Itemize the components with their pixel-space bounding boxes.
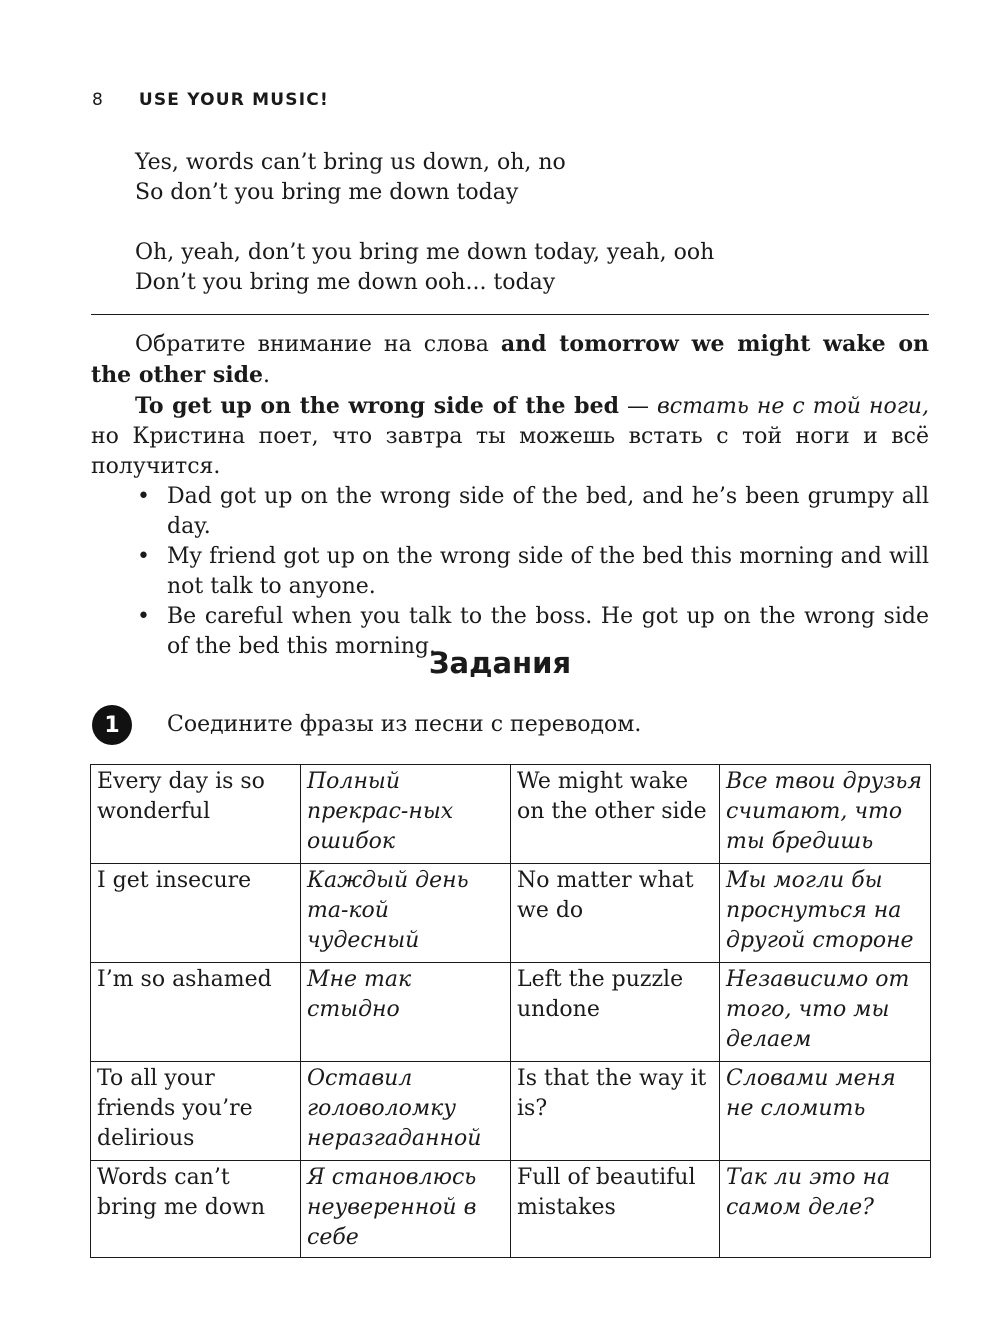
russian-phrase-cell: Словами меня не сломить (720, 1062, 931, 1161)
lyric-line: Oh, yeah, don’t you bring me down today, yeah, ooh (135, 240, 715, 265)
english-phrase-cell: Full of beautiful mistakes (511, 1161, 720, 1258)
russian-phrase-cell: Полный прекрас-ных ошибок (301, 765, 511, 864)
russian-phrase-cell: Мне так стыдно (301, 963, 511, 1062)
example-item: • Dad got up on the wrong side of the bed, and he’s been grumpy all day. (167, 482, 929, 542)
text-run: — (618, 394, 657, 419)
lyric-line: So don’t you bring me down today (135, 180, 519, 205)
english-phrase-cell: I’m so ashamed (91, 963, 301, 1062)
example-item: • My friend got up on the wrong side of the bed this morning and will not talk to anyone. (167, 542, 929, 602)
lyrics-block (135, 148, 714, 298)
example-item: • Be careful when you talk to the boss. He got up on the wrong side of the bed this morning. (167, 602, 929, 662)
commentary-paragraph (91, 329, 929, 391)
russian-phrase-cell: Так ли это на самом деле? (720, 1161, 931, 1258)
russian-phrase-cell: Каждый день та-кой чудесный (301, 864, 511, 963)
english-phrase-cell: To all your friends you’re delirious (91, 1062, 301, 1161)
table-row (91, 963, 931, 1062)
table-row (91, 765, 931, 864)
english-phrase-cell: I get insecure (91, 864, 301, 963)
table-row (91, 1161, 931, 1258)
english-phrase-cell: Is that the way it is? (511, 1062, 720, 1161)
task-header (92, 705, 641, 745)
lyrics-stanza (135, 238, 714, 298)
english-phrase-cell: We might wake on the other side (511, 765, 720, 864)
example-list (91, 482, 929, 662)
running-head (92, 90, 329, 110)
lyric-line: Don’t you bring me down ooh... today (135, 270, 556, 295)
russian-phrase-cell: Все твои друзья считают, что ты бредишь (720, 765, 931, 864)
commentary (91, 329, 929, 662)
text-run: . (263, 363, 271, 388)
lyric-line: Yes, words can’t bring us down, oh, no (135, 150, 566, 175)
lyrics-stanza (135, 148, 714, 208)
english-phrase-cell: Left the puzzle undone (511, 963, 720, 1062)
text-run: Обратите внимание на слова (135, 332, 501, 357)
book-title: USE YOUR MUSIC! (138, 90, 329, 110)
russian-phrase-cell: Оставил головоломку неразгаданной (301, 1062, 511, 1161)
task-number-badge: 1 (92, 705, 132, 745)
english-phrase-cell: No matter what we do (511, 864, 720, 963)
text-run: но Кристина поет, что завтра ты можешь встать с той ноги и всё получится. (91, 424, 929, 479)
russian-phrase-cell: Мы могли бы проснуться на другой стороне (720, 864, 931, 963)
idiom-translation: встать не с той ноги, (656, 394, 929, 419)
table-row (91, 1062, 931, 1161)
section-divider (91, 314, 929, 315)
page-number: 8 (92, 90, 103, 110)
matching-table (90, 764, 931, 1258)
table-row (91, 864, 931, 963)
section-title: Задания (428, 646, 572, 680)
russian-phrase-cell: Независимо от того, что мы делаем (720, 963, 931, 1062)
idiom-paragraph (91, 391, 929, 482)
idiom-phrase: To get up on the wrong side of the bed (135, 393, 619, 419)
russian-phrase-cell: Я становлюсь неуверенной в себе (301, 1161, 511, 1258)
english-phrase-cell: Words can’t bring me down (91, 1161, 301, 1258)
task-instruction: Соедините фразы из песни с переводом. (167, 712, 642, 737)
highlight-phrase: and tomorrow we might wake on the other side (91, 331, 929, 388)
english-phrase-cell: Every day is so wonderful (91, 765, 301, 864)
